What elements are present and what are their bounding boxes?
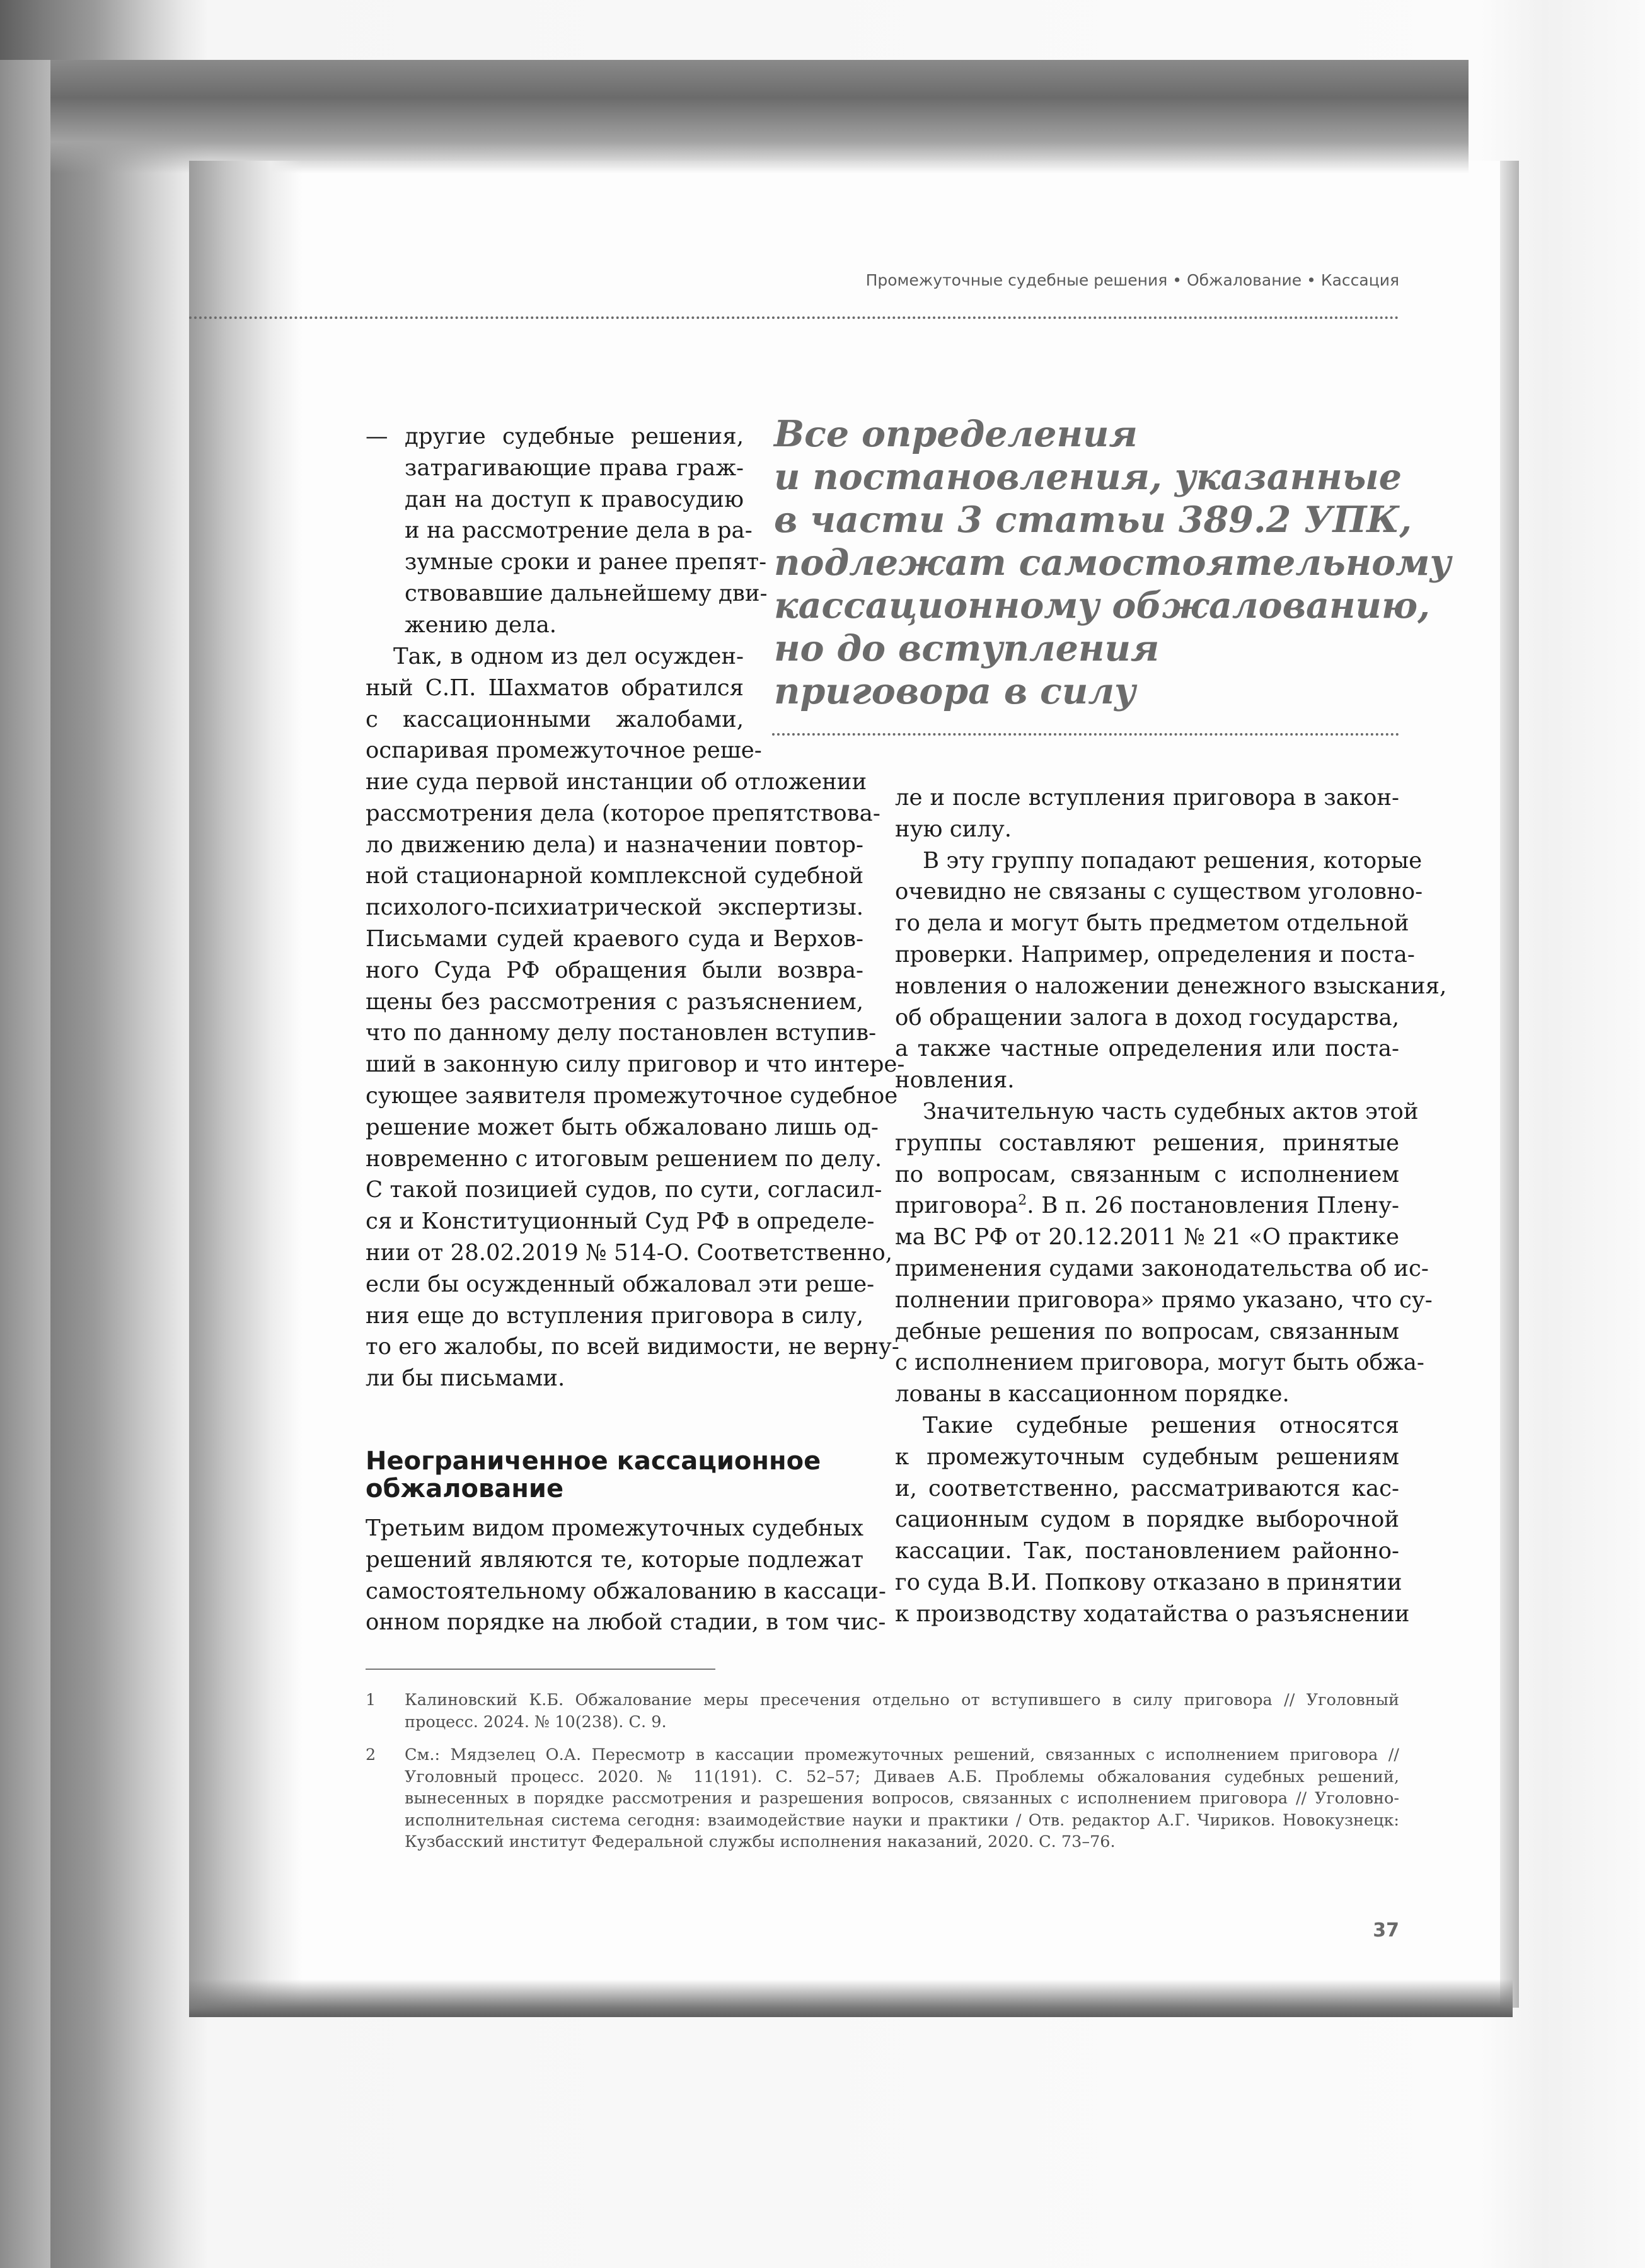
text-line: Так, в одном из дел осужден- (393, 644, 744, 669)
text-line: ную силу. (895, 816, 1012, 842)
text-line: ло движению дела) и назначении повтор- (366, 831, 863, 858)
text-line: Третьим видом промежуточных судебных (366, 1515, 863, 1541)
text-line: сационным судом в порядке выборочной (895, 1507, 1399, 1533)
text-line: ного Суда РФ обращения были возвра- (366, 957, 863, 983)
pull-quote-line: Все определения (774, 413, 1138, 455)
text-line: ле и после вступления приговора в закон- (895, 785, 1399, 811)
text-line: ли бы письмами. (366, 1365, 565, 1392)
text-line: ной стационарной комплексной судебной (366, 863, 864, 889)
text-line: жению дела. (405, 611, 557, 638)
text-line: Такие судебные решения относятся (923, 1412, 1399, 1438)
pull-quote-line: но до вступления (774, 627, 1160, 669)
text-fragment: приговора (895, 1193, 1019, 1219)
text-line: затрагивающие права граж- (405, 454, 744, 481)
footnote-ref[interactable]: 2 (1018, 1193, 1027, 1209)
text-line: решение может быть обжаловано лишь од- (366, 1114, 879, 1140)
text-line: ный С.П. Шахматов обратился (366, 674, 744, 701)
page-number: 37 (1373, 1919, 1399, 1941)
running-header: Промежуточные судебные решения • Обжалование • Кассация (865, 271, 1399, 289)
header-dotted-rule (189, 316, 1399, 319)
text-line: то его жалобы, по всей видимости, не верну- (366, 1334, 899, 1360)
text-line: если бы осужденный обжаловал эти реше- (366, 1271, 875, 1297)
pull-quote-line: кассационному обжалованию, (774, 584, 1430, 627)
text-line: полнении приговора» прямо указано, что су- (895, 1287, 1433, 1313)
text-line: Значительную часть судебных актов этой (923, 1098, 1419, 1125)
text-line: Письмами судей краевого суда и Верхов- (366, 925, 863, 952)
pull-quote-line: в части 3 статьи 389.2 УПК, (774, 499, 1412, 541)
pull-quote-line: приговора в силу (774, 670, 1136, 712)
text-line: очевидно не связаны с существом уголовно- (895, 879, 1423, 905)
page-right-edge (1500, 161, 1519, 2008)
page-gutter-shadow (189, 161, 303, 2008)
text-fragment: . В п. 26 постановления Плену- (1027, 1193, 1399, 1219)
text-line: с исполнением приговора, могут быть обжа- (895, 1350, 1424, 1376)
text-line: другие судебные решения, (405, 424, 744, 449)
text-line: ший в законную силу приговор и что интере- (366, 1051, 905, 1078)
footnote-number: 2 (366, 1745, 376, 1764)
text-line: рассмотрения дела (которое препятствова- (366, 800, 880, 826)
text-line: самостоятельному обжалованию в кассаци- (366, 1578, 886, 1604)
text-line: кассации. Так, постановлением районно- (895, 1538, 1399, 1565)
text-line: нии от 28.02.2019 № 514-О. Соответственно, (366, 1239, 893, 1266)
pull-quote (774, 413, 1452, 713)
dash-list-item (366, 421, 768, 641)
text-line: ма ВС РФ от 20.12.2011 № 21 «О практике (895, 1224, 1399, 1251)
footnote-text: См.: Мядзелец О.А. Пересмотр в кассации промежуточных решений, связанных с исполнением приговора // Уголовный процесс. 2020. № 11(191). С. 52–57; Диваев А.Б. Проблемы обжалования судебных решений, вынесенных в порядке рассмотрения и разрешения вопросов, связанных с исполнением приговора // Уголовно-исполнительная система сегодня: взаимодействие науки и практики / Отв. редактор А.Г. Чириков. Новокузнецк: Кузбасский институт Федеральной службы исполнения наказаний, 2020. С. 73–76. (405, 1745, 1399, 1851)
text-line: и, соответственно, рассматриваются кас- (895, 1475, 1399, 1501)
section-heading: Неограниченное кассационное обжалование (366, 1447, 821, 1503)
text-line: го суда В.И. Попкову отказано в принятии (895, 1569, 1402, 1595)
text-line: зумные сроки и ранее препят- (405, 549, 767, 576)
left-paragraph-narrow (366, 641, 762, 767)
scanner-top-shadow (50, 60, 1469, 173)
footnote-number: 1 (366, 1691, 376, 1710)
text-line: применения судами законодательства об ис- (895, 1255, 1429, 1282)
text-line: психолого-психиатрической экспертизы. (366, 894, 863, 921)
text-line: дан на доступ к правосудию (405, 486, 744, 512)
text-line: ние суда первой инстанции об отложении (366, 769, 867, 795)
page-bottom-shadow (189, 1979, 1513, 2017)
text-line: по вопросам, связанным с исполнением (895, 1161, 1399, 1188)
footnote-text: Калиновский К.Б. Обжалование меры пресечения отдельно от вступившего в силу приговора // Уголовный процесс. 2024. № 10(238). С. 9. (405, 1691, 1399, 1732)
text-line: что по данному делу постановлен вступив- (366, 1020, 877, 1046)
text-line: ся и Конституционный Суд РФ в определе- (366, 1208, 875, 1235)
text-line: онном порядке на любой стадии, в том чис- (366, 1609, 886, 1636)
footnote-rule (366, 1669, 715, 1670)
footnotes (366, 1689, 1399, 1865)
text-line: к промежуточным судебным решениям (895, 1444, 1399, 1470)
footnote-1 (366, 1689, 1399, 1733)
footnote-2 (366, 1744, 1399, 1853)
text-line: а также частные определения или поста- (895, 1036, 1399, 1062)
text-line: и на рассмотрение дела в ра- (405, 518, 753, 544)
text-line: группы составляют решения, принятые (895, 1130, 1399, 1156)
text-line: об обращении залога в доход государства, (895, 1004, 1399, 1031)
text-line: к производству ходатайства о разъяснении (895, 1600, 1410, 1627)
text-line: оспаривая промежуточное реше- (366, 738, 762, 764)
text-line: С такой позицией судов, по сути, согласил- (366, 1177, 882, 1203)
text-line: ния еще до вступления приговора в силу, (366, 1302, 863, 1329)
text-line: щены без рассмотрения с разъяснением, (366, 988, 863, 1015)
text-line: ствовавшие дальнейшему дви- (405, 580, 768, 606)
text-line: сующее заявителя промежуточное судебное (366, 1082, 898, 1109)
text-line: В эту группу попадают решения, которые (923, 847, 1423, 874)
left-paragraph-after-heading (366, 1513, 886, 1638)
right-column (895, 782, 1447, 1630)
text-line: новременно с итоговым решением по делу. (366, 1145, 882, 1172)
text-line: решений являются те, которые подлежат (366, 1546, 863, 1573)
scanner-left-shadow (0, 60, 50, 2268)
pull-quote-line: и постановления, указанные (774, 456, 1402, 498)
text-line: проверки. Например, определения и поста- (895, 941, 1415, 968)
text-line: с кассационными жалобами, (366, 706, 744, 732)
text-line: дебные решения по вопросам, связанным (895, 1318, 1399, 1345)
text-line: новления. (895, 1067, 1015, 1094)
text-line-with-footnote (895, 1190, 1399, 1222)
text-line: го дела и могут быть предметом отдельной (895, 910, 1409, 937)
text-line: лованы в кассационном порядке. (895, 1381, 1290, 1408)
left-paragraph-wide (366, 767, 905, 1394)
dash-mark: — (366, 424, 388, 449)
pull-quote-dotted-rule (772, 733, 1399, 736)
text-line: новления о наложении денежного взыскания, (895, 973, 1447, 999)
pull-quote-line: подлежат самостоятельному (774, 541, 1452, 584)
